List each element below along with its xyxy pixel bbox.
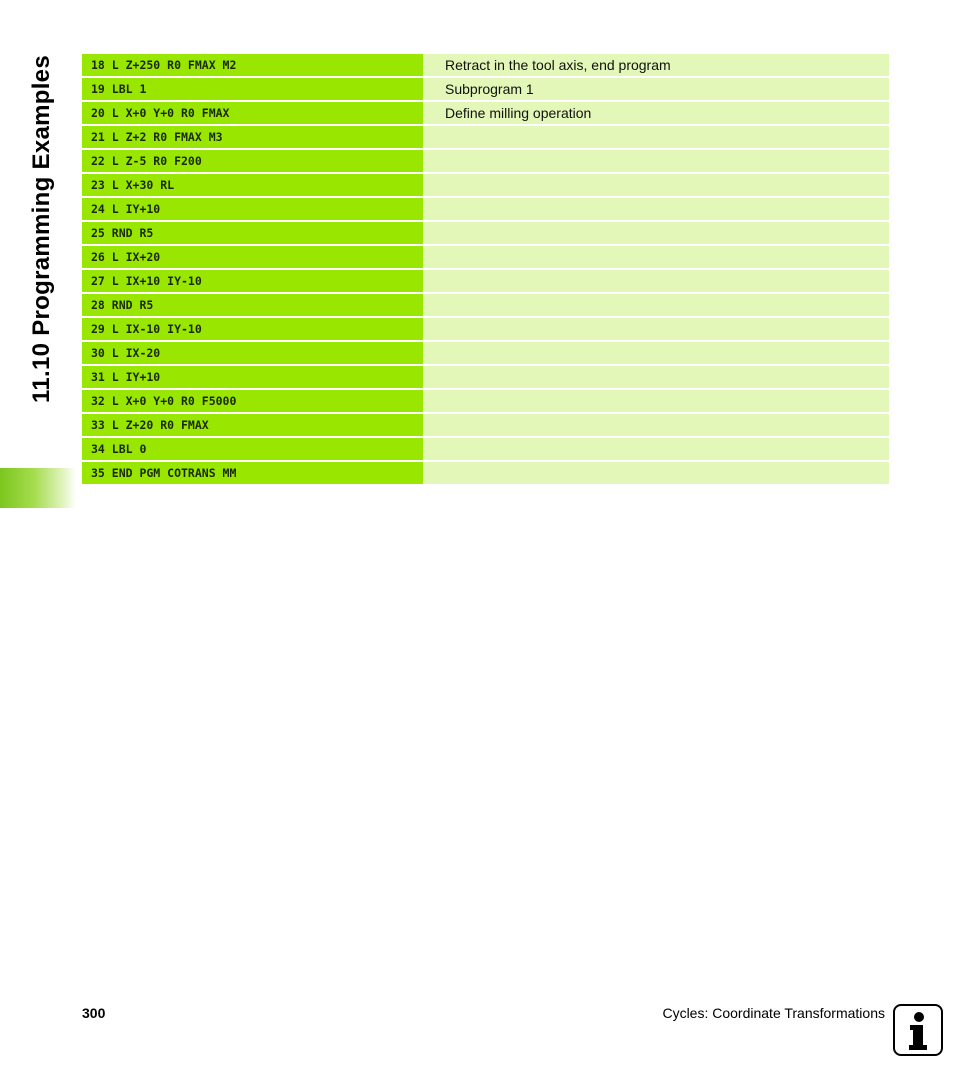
program-code: 31 L IY+10	[82, 366, 423, 388]
program-row	[82, 198, 889, 220]
program-comment	[423, 318, 889, 340]
program-code: 30 L IX-20	[82, 342, 423, 364]
program-comment	[423, 366, 889, 388]
program-comment: Define milling operation	[423, 102, 889, 124]
program-code: 22 L Z-5 R0 F200	[82, 150, 423, 172]
program-comment	[423, 390, 889, 412]
program-code: 34 LBL 0	[82, 438, 423, 460]
program-listing-table	[82, 54, 889, 486]
program-code: 29 L IX-10 IY-10	[82, 318, 423, 340]
program-code: 26 L IX+20	[82, 246, 423, 268]
program-comment	[423, 294, 889, 316]
program-code: 28 RND R5	[82, 294, 423, 316]
chapter-side-title	[26, 48, 58, 410]
program-code: 20 L X+0 Y+0 R0 FMAX	[82, 102, 423, 124]
program-row	[82, 366, 889, 388]
program-comment	[423, 198, 889, 220]
program-row	[82, 438, 889, 460]
program-code: 27 L IX+10 IY-10	[82, 270, 423, 292]
program-code: 32 L X+0 Y+0 R0 F5000	[82, 390, 423, 412]
program-comment	[423, 246, 889, 268]
program-comment	[423, 174, 889, 196]
program-comment: Subprogram 1	[423, 78, 889, 100]
program-row	[82, 222, 889, 244]
program-row	[82, 342, 889, 364]
program-row	[82, 54, 889, 76]
program-code: 25 RND R5	[82, 222, 423, 244]
program-comment	[423, 462, 889, 484]
program-row	[82, 462, 889, 484]
chapter-side-title-text: 11.10 Programming Examples	[28, 55, 55, 403]
program-comment	[423, 270, 889, 292]
program-row	[82, 126, 889, 148]
program-code: 35 END PGM COTRANS MM	[82, 462, 423, 484]
program-code: 21 L Z+2 R0 FMAX M3	[82, 126, 423, 148]
chapter-tab	[0, 468, 76, 508]
program-comment	[423, 126, 889, 148]
program-code: 33 L Z+20 R0 FMAX	[82, 414, 423, 436]
program-code: 23 L X+30 RL	[82, 174, 423, 196]
page-number: 300	[82, 1005, 106, 1021]
program-row	[82, 78, 889, 100]
program-code: 24 L IY+10	[82, 198, 423, 220]
program-row	[82, 174, 889, 196]
program-comment	[423, 222, 889, 244]
program-row	[82, 294, 889, 316]
program-comment	[423, 438, 889, 460]
program-comment	[423, 150, 889, 172]
program-row	[82, 150, 889, 172]
program-comment: Retract in the tool axis, end program	[423, 54, 889, 76]
program-row	[82, 246, 889, 268]
program-row	[82, 318, 889, 340]
program-code: 18 L Z+250 R0 FMAX M2	[82, 54, 423, 76]
program-comment	[423, 414, 889, 436]
program-row	[82, 390, 889, 412]
chapter-name: Cycles: Coordinate Transformations	[662, 1005, 885, 1021]
program-code: 19 LBL 1	[82, 78, 423, 100]
program-row	[82, 414, 889, 436]
program-row	[82, 102, 889, 124]
program-comment	[423, 342, 889, 364]
info-icon	[893, 1004, 943, 1056]
program-row	[82, 270, 889, 292]
